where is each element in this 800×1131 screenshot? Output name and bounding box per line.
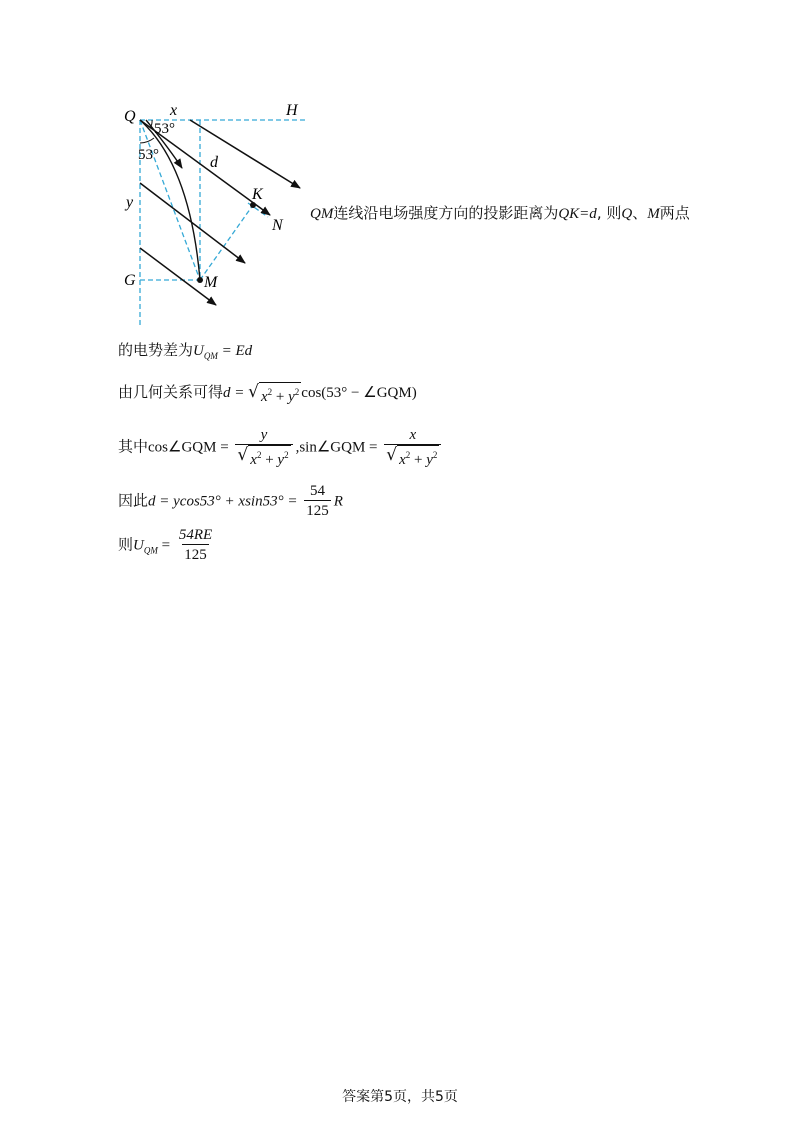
label-M: M [204, 274, 218, 291]
label-d: d [210, 154, 218, 171]
cos-fraction: y √ $x^2 + y^2$ [235, 426, 292, 469]
solution-line-2: 的电势差为$U_{QM} = Ed$ [118, 341, 253, 361]
label-H: H [286, 102, 298, 119]
label-G: G [124, 272, 136, 289]
label-K: K [252, 186, 263, 203]
solution-line-5: 因此d = ycos53° + xsin53° = $\frac{54}{125}$ R [118, 483, 343, 519]
label-Q: Q [124, 108, 136, 125]
sin-fraction: x √ $x^2 + y^2$ [384, 426, 441, 469]
label-N: N [272, 217, 283, 234]
result-fraction: $\frac{54RE}{125}$ [178, 527, 213, 563]
label-y: y [126, 194, 134, 211]
page-footer: 答案第5页，共5页 [342, 1089, 458, 1105]
fraction-54-125: $\frac{54}{125}$ [306, 483, 329, 519]
solution-line-4: 其中cos∠GQM = y √ $x^2 + y^2$ ,sin∠GQM = x √ $x^2 + y^2$ [118, 426, 444, 469]
label-x: x [170, 102, 178, 119]
solution-line-6: 则$U_{QM}$ = $\frac{54RE}{125}$ [118, 527, 213, 563]
point-M-dot [197, 277, 203, 283]
label-angle-left: 53° [138, 147, 159, 163]
solution-line-1: QM连线沿电场强度方向的投影距离为QK=d, 则Q、M两点 [310, 204, 690, 222]
solution-line-3: 由几何关系可得d = √ $x^2 + y^2$ cos(53° − ∠GQM) [118, 382, 417, 405]
electric-field-lines [140, 120, 300, 305]
sqrt-expression: √ $x^2 + y^2$ [248, 382, 300, 405]
label-angle-top: 53° [154, 121, 175, 137]
